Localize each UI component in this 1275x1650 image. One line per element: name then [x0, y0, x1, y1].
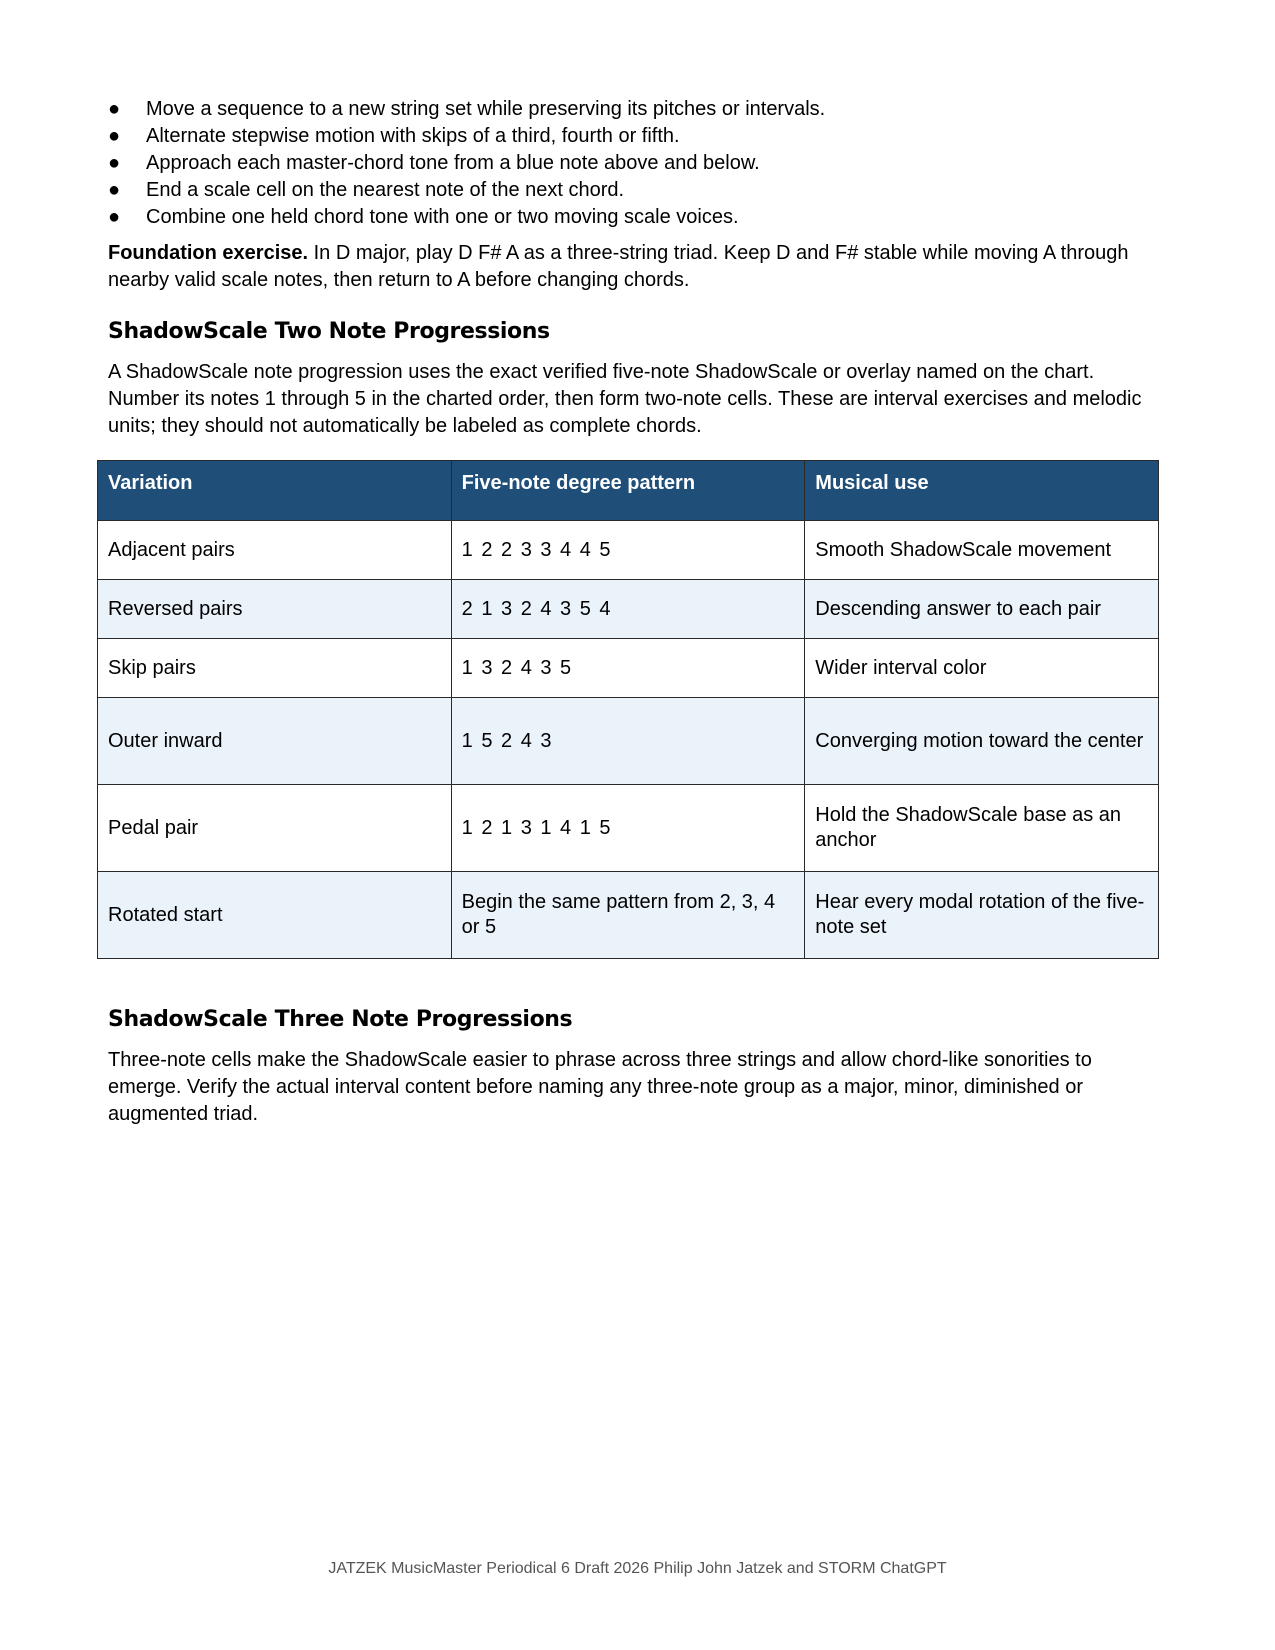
- section-three-paragraph: Three-note cells make the ShadowScale easier to phrase across three strings and allow chord-like sonorities to emerge. Verify the actual interval content before naming any three-note group as a major, minor, diminished or augmented triad.: [108, 1049, 1092, 1125]
- section-heading-three-note: ShadowScale Three Note Progressions: [108, 1007, 573, 1032]
- page-footer: JATZEK MusicMaster Periodical 6 Draft 2026 Philip John Jatzek and STORM ChatGPT: [328, 1560, 947, 1577]
- pattern-cell: 1 2 2 3 3 4 4 5: [451, 521, 805, 580]
- section-heading-two-note: ShadowScale Two Note Progressions: [108, 319, 550, 344]
- column-header-pattern: Five-note degree pattern: [451, 461, 805, 521]
- bullet-text: Move a sequence to a new string set while preserving its pitches or intervals.: [146, 98, 826, 120]
- bullet-text: Combine one held chord tone with one or two moving scale voices.: [146, 206, 739, 228]
- use-cell: Wider interval color: [805, 639, 1159, 698]
- progressions-table: [97, 460, 1159, 959]
- column-header-use: Musical use: [805, 461, 1159, 521]
- bullet-text: End a scale cell on the nearest note of the next chord.: [146, 179, 625, 201]
- table-row: [98, 521, 1159, 580]
- bullet-icon: ●: [108, 125, 121, 147]
- section-two-paragraph: A ShadowScale note progression uses the exact verified five-note ShadowScale or overlay named on the chart. Number its notes 1 through 5 in the charted order, then form two-note cells. These are interval exercises and melodic units; they should not automatically be labeled as complete chords.: [108, 361, 1142, 437]
- foundation-label: Foundation exercise.: [108, 242, 309, 264]
- bullet-item: [108, 150, 1168, 177]
- pattern-cell: 1 5 2 4 3: [451, 698, 805, 785]
- pattern-cell: Begin the same pattern from 2, 3, 4 or 5: [451, 872, 805, 959]
- bullet-item: [108, 123, 1168, 150]
- use-cell: Descending answer to each pair: [805, 580, 1159, 639]
- foundation-text: In D major, play D F# A as a three-string triad. Keep D and F# stable while moving A through nearby valid scale notes, then return to A before changing chords.: [108, 242, 1129, 291]
- bullet-icon: ●: [108, 179, 121, 201]
- table-row: [98, 580, 1159, 639]
- variation-cell: Adjacent pairs: [98, 521, 452, 580]
- variation-cell: Outer inward: [98, 698, 452, 785]
- bullet-icon: ●: [108, 98, 121, 120]
- bullet-item: [108, 96, 1168, 123]
- bullet-icon: ●: [108, 152, 121, 174]
- use-cell: Converging motion toward the center: [805, 698, 1159, 785]
- bullet-item: [108, 204, 1168, 231]
- bullet-text: Approach each master-chord tone from a blue note above and below.: [146, 152, 760, 174]
- pattern-cell: 2 1 3 2 4 3 5 4: [451, 580, 805, 639]
- table-row: [98, 872, 1159, 959]
- bullet-list: [108, 96, 1168, 231]
- bullet-text: Alternate stepwise motion with skips of a third, fourth or fifth.: [146, 125, 680, 147]
- table-row: [98, 698, 1159, 785]
- use-cell: Smooth ShadowScale movement: [805, 521, 1159, 580]
- variation-cell: Pedal pair: [98, 785, 452, 872]
- bullet-item: [108, 177, 1168, 204]
- use-cell: Hear every modal rotation of the five-note set: [805, 872, 1159, 959]
- pattern-cell: 1 3 2 4 3 5: [451, 639, 805, 698]
- variation-cell: Skip pairs: [98, 639, 452, 698]
- use-cell: Hold the ShadowScale base as an anchor: [805, 785, 1159, 872]
- variation-cell: Reversed pairs: [98, 580, 452, 639]
- column-header-variation: Variation: [98, 461, 452, 521]
- table-row: [98, 785, 1159, 872]
- table-header-row: [98, 461, 1159, 521]
- variation-cell: Rotated start: [98, 872, 452, 959]
- foundation-exercise: [108, 240, 1168, 294]
- pattern-cell: 1 2 1 3 1 4 1 5: [451, 785, 805, 872]
- table-row: [98, 639, 1159, 698]
- bullet-icon: ●: [108, 206, 121, 228]
